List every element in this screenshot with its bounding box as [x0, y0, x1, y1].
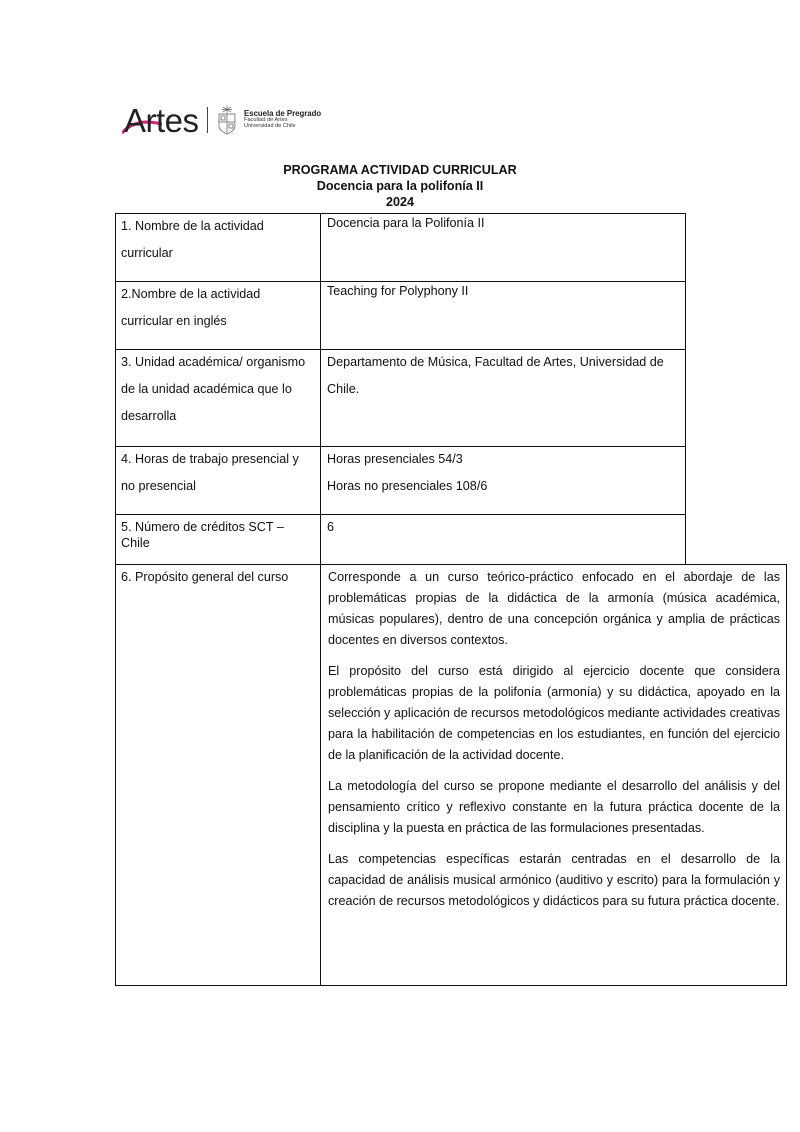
logo-university-name: Universidad de Chile	[244, 123, 296, 130]
program-title: PROGRAMA ACTIVIDAD CURRICULAR	[283, 163, 517, 177]
row1-value: Docencia para la Polifonía II	[320, 213, 686, 282]
row5-label: 5. Número de créditos SCT – Chile	[115, 514, 320, 565]
table-row	[115, 349, 686, 447]
logo-school-name: Escuela de Pregrado	[244, 109, 322, 119]
logo-word-text: Artes	[124, 101, 199, 139]
purpose-paragraph-1: Corresponde a un curso teórico-práctico enfocado en el abordaje de las problemáticas propias de la didáctica de la armonía (música académica, músicas populares), dentro de una concepción orgánica y amplia de prácticas docentes en diversos contextos.	[328, 570, 780, 647]
artes-logo	[124, 100, 321, 140]
row6-value	[320, 564, 787, 986]
table-row	[115, 514, 686, 565]
purpose-paragraph-3: La metodología del curso se propone mediante el desarrollo del análisis y del pensamiento crítico y reflexivo constante en la futura práctica docente de la disciplina y la puesta en práctica de las formulaciones presentadas.	[328, 779, 780, 835]
table-row	[115, 281, 686, 350]
row4-value-line1: Horas presenciales 54/3	[327, 452, 463, 466]
logo-faculty-name: Facultad de Artes	[244, 117, 288, 124]
row2-value: Teaching for Polyphony II	[320, 281, 686, 350]
row4-label: 4. Horas de trabajo presencial y no presencial	[115, 446, 320, 515]
logo-wordmark	[124, 101, 199, 139]
course-title: Docencia para la polifonía II	[316, 179, 484, 193]
row3-label: 3. Unidad académica/ organismo de la unidad académica que lo desarrolla	[115, 349, 320, 447]
table-row	[115, 213, 686, 282]
table-row	[115, 446, 686, 515]
row1-label: 1. Nombre de la actividad curricular	[115, 213, 320, 282]
row5-value: 6	[320, 514, 686, 565]
logo-text-block	[244, 110, 321, 130]
row2-label: 2.Nombre de la actividad curricular en inglés	[115, 281, 320, 350]
table-row	[115, 564, 787, 986]
logo-separator	[207, 107, 209, 133]
purpose-paragraph-4: Las competencias específicas estarán centradas en el desarrollo de la capacidad de análisis musical armónico (auditivo y escrito) para la formulación y creación de recursos metodológicos y didácticos para su futura práctica docente.	[328, 852, 780, 908]
year-title: 2024	[385, 195, 415, 209]
row4-value-line2: Horas no presenciales 108/6	[327, 479, 488, 493]
purpose-paragraph-2: El propósito del curso está dirigido al ejercicio docente que considera problemáticas propias de la polifonía (armonía) y su didáctica, apoyado en la selección y aplicación de recursos metodológicos mediante actividades creativas para la habilitación de competencias en los estudiantes, en función del ejercicio de la planificación de la actividad docente.	[328, 664, 780, 762]
row6-label: 6. Propósito general del curso	[115, 564, 320, 986]
university-seal-icon	[216, 105, 238, 135]
document-title-block	[0, 162, 800, 210]
row3-value: Departamento de Música, Facultad de Artes, Universidad de Chile.	[320, 349, 686, 447]
row4-value	[320, 446, 686, 515]
